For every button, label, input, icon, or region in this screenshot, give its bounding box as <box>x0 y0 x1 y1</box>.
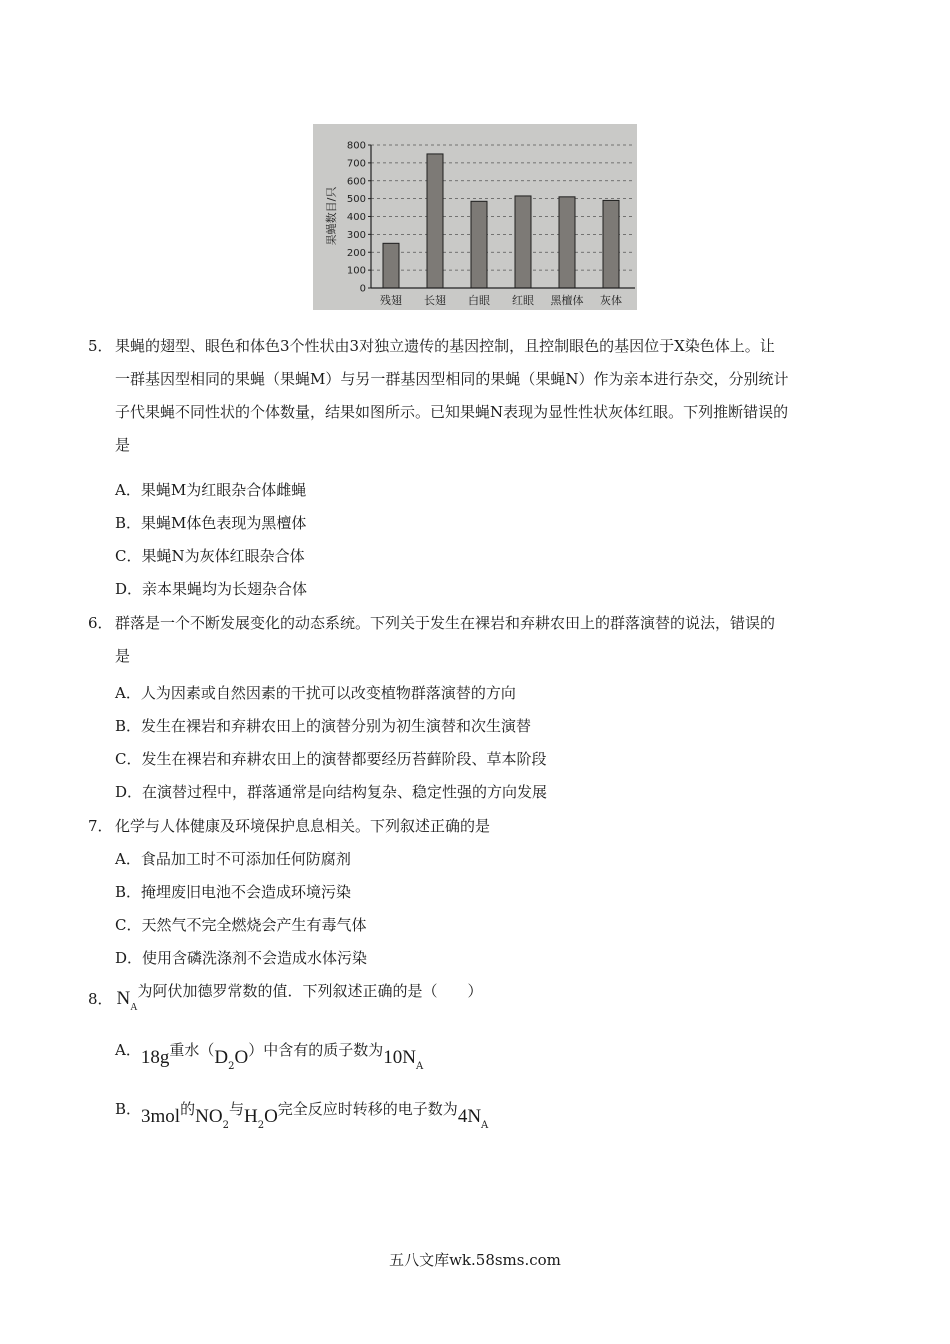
question-number: 5． <box>88 337 113 355</box>
bar <box>515 196 531 288</box>
question-7-option-c: C．天然气不完全燃烧会产生有毒气体 <box>115 916 367 934</box>
y-tick-label: 300 <box>346 229 366 241</box>
stem-line: 是 <box>115 647 131 665</box>
math-subscript: A <box>130 1002 138 1013</box>
x-tick-label: 灰体 <box>600 294 622 307</box>
math-text: O <box>264 1106 278 1127</box>
math-subscript: 2 <box>222 1120 229 1131</box>
question-5-option-a: A．果蝇M为红眼杂合体雌蝇 <box>115 481 307 499</box>
stem-line: 子代果蝇不同性状的个体数量，结果如图所示。已知果蝇N表现为显性性状灰体红眼。下列推断错误的 <box>115 403 789 421</box>
y-tick-label: 500 <box>346 194 366 206</box>
math-text: 4N <box>457 1106 482 1127</box>
stem-line: 群落是一个不断发展变化的动态系统。下列关于发生在裸岩和弃耕农田上的群落演替的说法，错误的 <box>115 614 776 632</box>
question-6-option-a: A．人为因素或自然因素的干扰可以改变植物群落演替的方向 <box>115 684 516 702</box>
math-text: 18g <box>140 1047 170 1068</box>
question-8-option-a <box>115 1041 424 1075</box>
math-text: NO <box>195 1106 223 1127</box>
question-8-option-b <box>115 1100 489 1134</box>
avogadro-symbol <box>116 988 138 1013</box>
x-tick-label: 黑檀体 <box>550 294 584 307</box>
stem-line: 果蝇的翅型、眼色和体色3个性状由3对独立遗传的基因控制，且控制眼色的基因位于X染色体上。让 <box>115 337 775 355</box>
option-text: ）中含有的质子数为 <box>248 1041 384 1059</box>
question-5-stem <box>88 330 878 462</box>
y-tick-label: 400 <box>346 212 366 223</box>
stem-line: 一群基因型相同的果蝇（果蝇M）与另一群基因型相同的果蝇（果蝇N）作为亲本进行杂交，分别统计 <box>115 370 789 388</box>
footer-watermark: 五八文库wk.58sms.com <box>389 1251 561 1269</box>
y-tick-label: 600 <box>346 176 366 188</box>
question-5-option-d: D．亲本果蝇均为长翅杂合体 <box>115 580 308 598</box>
y-tick-label: 0 <box>359 283 366 295</box>
y-tick-label: 700 <box>346 158 366 170</box>
bar-chart-figure <box>313 124 637 310</box>
y-tick-label: 800 <box>346 140 366 152</box>
x-tick-label: 长翅 <box>424 294 446 307</box>
question-number: 6． <box>88 614 113 632</box>
bar <box>603 200 619 288</box>
stem-line: 化学与人体健康及环境保护息息相关。下列叙述正确的是 <box>115 817 491 835</box>
math-text: 3mol <box>141 1106 181 1127</box>
option-label: A． <box>115 1041 141 1059</box>
question-6-option-d: D．在演替过程中，群落通常是向结构复杂、稳定性强的方向发展 <box>115 783 548 801</box>
option-text: 完全反应时转移的电子数为 <box>277 1100 458 1118</box>
option-label: B． <box>115 1100 142 1118</box>
stem-text: 为阿伏加德罗常数的值．下列叙述正确的是（ ） <box>137 982 483 1000</box>
y-axis-label: 果蝇数目/只 <box>325 186 338 246</box>
bar <box>383 243 399 288</box>
math-subscript: A <box>415 1061 424 1072</box>
math-text: O <box>234 1047 249 1068</box>
question-7-option-d: D．使用含磷洗涤剂不会造成水体污染 <box>115 949 368 967</box>
question-7-option-a: A．食品加工时不可添加任何防腐剂 <box>115 850 351 868</box>
y-tick-label: 200 <box>346 247 366 259</box>
option-text: 的 <box>180 1100 196 1118</box>
x-tick-label: 白眼 <box>468 294 490 307</box>
math-subscript: 2 <box>257 1120 265 1131</box>
bar <box>559 197 575 288</box>
bar <box>471 201 487 288</box>
question-6-option-b: B．发生在裸岩和弃耕农田上的演替分别为初生演替和次生演替 <box>115 717 532 735</box>
question-6-option-c: C．发生在裸岩和弃耕农田上的演替都要经历苔藓阶段、草本阶段 <box>115 750 547 768</box>
option-text: 与 <box>228 1100 244 1118</box>
x-tick-label: 残翅 <box>380 294 402 307</box>
question-5-option-b: B．果蝇M体色表现为黑檀体 <box>115 514 307 532</box>
math-text: D <box>214 1047 229 1068</box>
stem-line: 是 <box>115 436 131 454</box>
question-7-option-b: B．掩埋废旧电池不会造成环境污染 <box>115 883 352 901</box>
bar-chart <box>313 124 637 310</box>
question-number: 7． <box>88 817 113 835</box>
question-8-stem <box>88 982 483 1015</box>
bar <box>427 154 443 288</box>
math-text: N <box>116 988 131 1009</box>
question-6-stem <box>88 607 878 673</box>
math-subscript: A <box>481 1120 489 1131</box>
math-subscript: 2 <box>228 1061 235 1072</box>
question-5-option-c: C．果蝇N为灰体红眼杂合体 <box>115 547 305 565</box>
x-tick-label: 红眼 <box>512 294 534 307</box>
math-text: 10N <box>383 1047 416 1068</box>
y-tick-label: 100 <box>346 265 366 277</box>
question-7-stem <box>88 810 878 843</box>
option-text: 重水（ <box>169 1041 215 1059</box>
question-number: 8． <box>88 990 113 1008</box>
math-text: H <box>243 1106 258 1127</box>
